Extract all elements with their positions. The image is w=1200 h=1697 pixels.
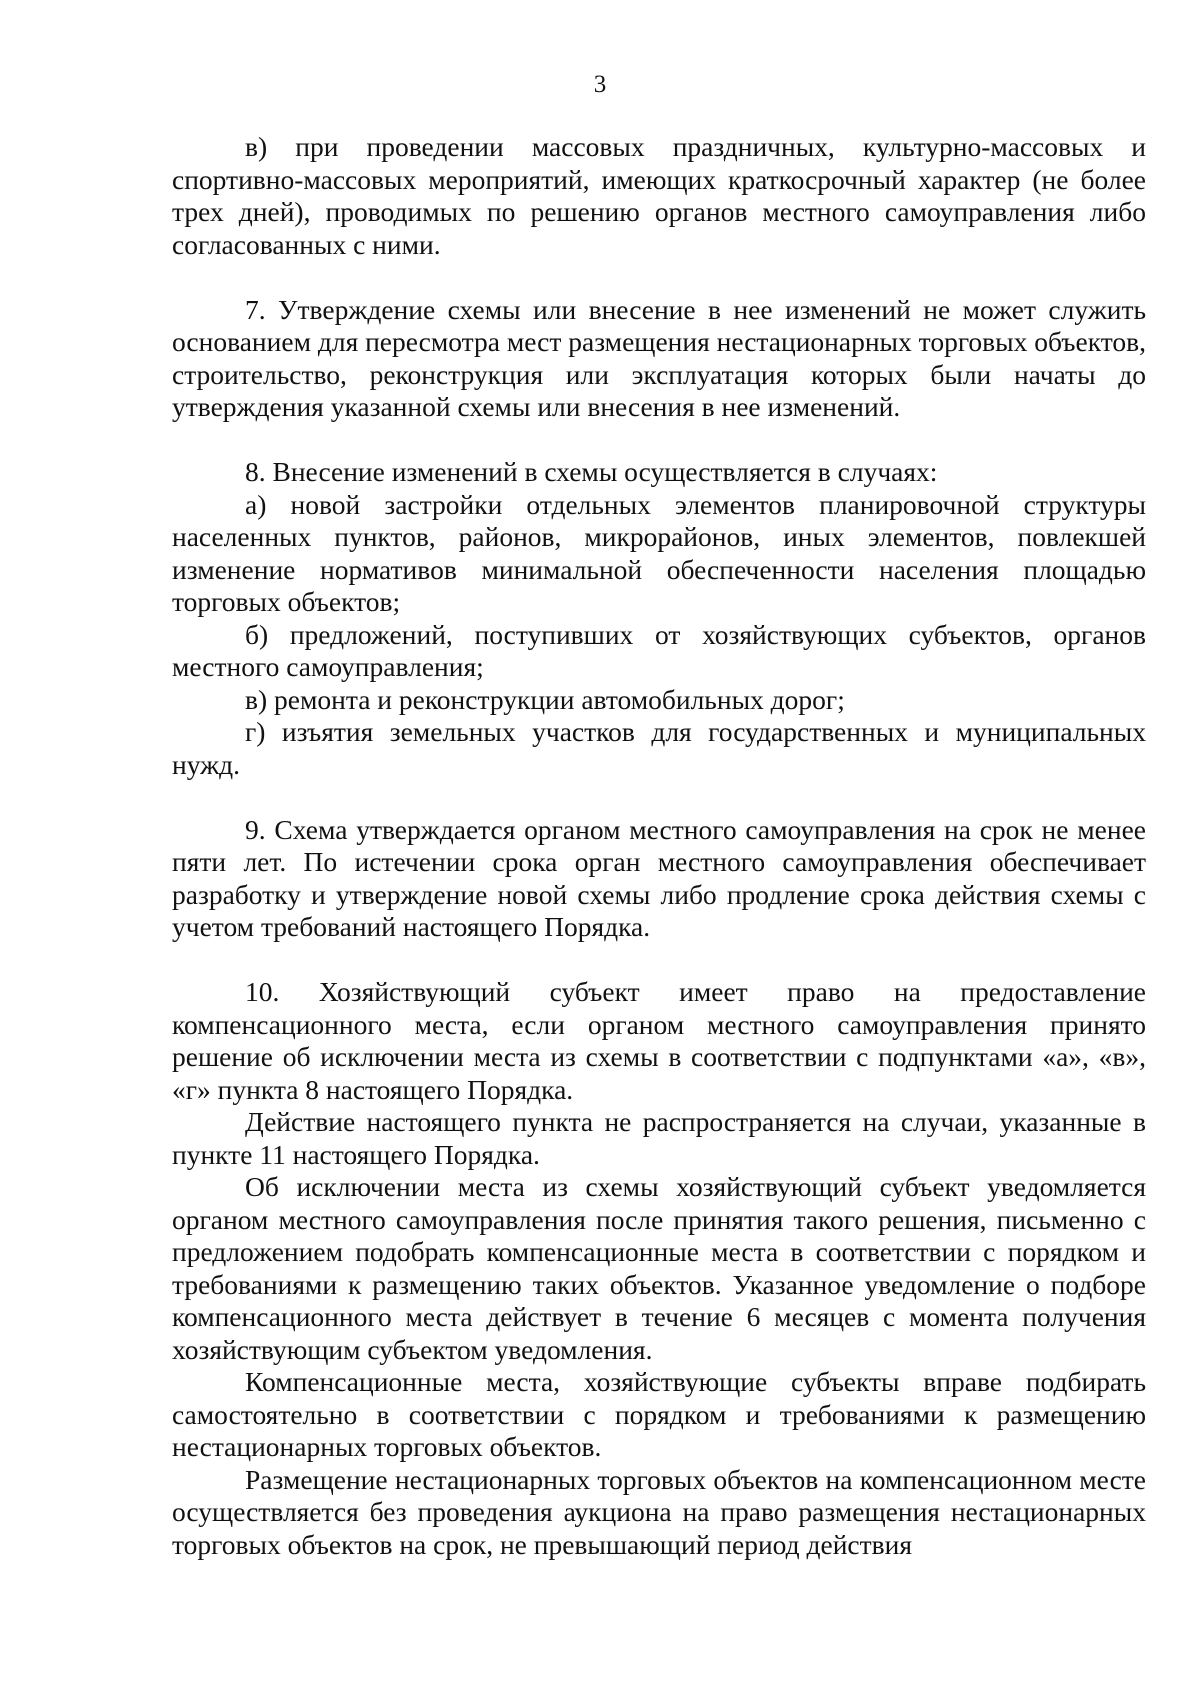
document-body [172,131,1146,1561]
paragraph-10: 10. Хозяйствующий субъект имеет право на предоставление компенсационного места, если органом местного самоуправления принято решение об исключении места из схемы в соответствии с подпунктами «а», «в», «г» пункта 8 настоящего Порядка. [172,976,1146,1105]
paragraph-7: 7. Утверждение схемы или внесение в нее изменений не может служить основанием для пересмотра мест размещения нестационарных торговых объектов, строительство, реконструкция или эксплуатация которых были начаты до утверждения указанной схемы или внесения в нее изменений. [172,293,1146,422]
paragraph-10-exclusion: Действие настоящего пункта не распространяется на случаи, указанные в пункте 11 настоящего Порядка. [172,1106,1146,1170]
page-number: 3 [593,71,607,98]
paragraph-10-notification: Об исключении места из схемы хозяйствующий субъект уведомляется органом местного самоуправления после принятия такого решения, письменно с предложением подобрать компенсационные места в соответствии с порядком и требованиями к размещению таких объектов. Указанное уведомление о подборе компенсационного места действует в течение 6 месяцев с момента получения хозяйствующим субъектом уведомления. [172,1171,1146,1365]
paragraph-8a: а) новой застройки отдельных элементов планировочной структуры населенных пунктов, районов, микрорайонов, иных элементов, повлекшей изменение нормативов минимальной обеспеченности населения площадью торговых объектов; [172,488,1146,617]
paragraph-8b: б) предложений, поступивших от хозяйствующих субъектов, органов местного самоуправления; [172,618,1146,682]
paragraph-6v: в) при проведении массовых праздничных, культурно-массовых и спортивно-массовых мероприятий, имеющих краткосрочный характер (не более трех дней), проводимых по решению органов местного самоуправления либо согласованных с ними. [172,131,1146,260]
paragraph-9: 9. Схема утверждается органом местного самоуправления на срок не менее пяти лет. По истечении срока орган местного самоуправления обеспечивает разработку и утверждение новой схемы либо продление срока действия схемы с учетом требований настоящего Порядка. [172,813,1146,942]
paragraph-10-self-selection: Компенсационные места, хозяйствующие субъекты вправе подбирать самостоятельно в соответствии с порядком и требованиями к размещению нестационарных торговых объектов. [172,1366,1146,1462]
paragraph-8-intro: 8. Внесение изменений в схемы осуществляется в случаях: [245,456,938,487]
paragraph-10-placement: Размещение нестационарных торговых объектов на компенсационном месте осуществляется без проведения аукциона на право размещения нестационарных торговых объектов на срок, не превышающий период действия [172,1463,1146,1560]
paragraph-8v: в) ремонта и реконструкции автомобильных дорог; [245,683,845,715]
paragraph-8g: г) изъятия земельных участков для государственных и муниципальных нужд. [172,716,1146,780]
